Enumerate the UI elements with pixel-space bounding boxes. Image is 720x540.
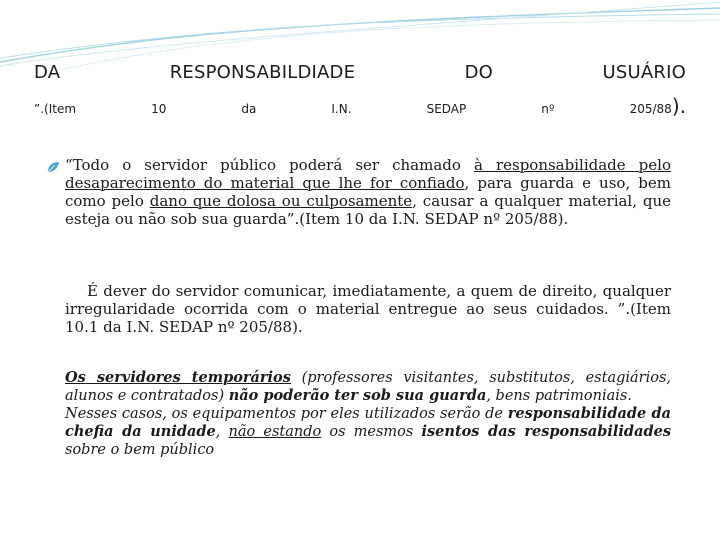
- title-word: RESPONSABILDIADE: [169, 62, 356, 83]
- text-run: , para guarda e uso, bem como pelo: [65, 174, 671, 210]
- text-run: , bens patrimoniais.: [486, 388, 632, 404]
- bold-text: não poderão ter sob sua guarda: [228, 387, 487, 404]
- subtitle-word: ”.(Item: [34, 102, 77, 116]
- text-run: sobre o bem público: [65, 442, 215, 458]
- text-run: ,: [215, 424, 229, 440]
- slide-title-row: [34, 62, 686, 83]
- subtitle-closing: ).: [671, 94, 686, 118]
- underlined-text: dano que dolosa ou culposamente: [149, 192, 413, 210]
- subtitle-word: nº: [541, 102, 555, 116]
- text-run: , causar a qualquer material, que esteja ou não sob sua guarda”.(Item 10 da I.N. SEDAP nº 205/88).: [65, 192, 671, 228]
- text-run: (professores visitantes, substitutos, estagiários, alunos e contratados): [65, 370, 671, 404]
- leaf-bullet-icon: [46, 160, 60, 174]
- bold-text: isentos das responsabilidades: [421, 423, 671, 440]
- underlined-bold-text: Os servidores temporários: [65, 369, 291, 386]
- title-word: DA: [34, 62, 61, 83]
- subtitle-word: SEDAP: [426, 102, 467, 116]
- bold-text: responsabilidade da chefia da unidade: [65, 405, 671, 440]
- subtitle-word: I.N.: [331, 102, 352, 116]
- slide-subtitle-row: [34, 94, 686, 118]
- title-word: DO: [464, 62, 494, 83]
- underlined-text: à responsabilidade pelo desaparecimento do material que lhe for confiado: [65, 156, 671, 192]
- paragraph-responsibility: [65, 156, 671, 228]
- title-word: USUÁRIO: [602, 62, 686, 83]
- subtitle-word: 205/88: [629, 102, 672, 116]
- paragraph-temporary-staff: [65, 369, 671, 459]
- subtitle-word: 10: [151, 102, 167, 116]
- text-run: os mesmos: [321, 424, 422, 440]
- text-run: Nesses casos, os equipamentos por eles utilizados serão de: [65, 406, 508, 422]
- underlined-text: não estando: [228, 424, 322, 440]
- subtitle-word: da: [241, 102, 257, 116]
- paragraph-duty: É dever do servidor comunicar, imediatamente, a quem de direito, qualquer irregularidade ocorrida com o material entregue ao seus cuidados. ”.(Item 10.1 da I.N. SEDAP nº 205/88).: [65, 282, 671, 336]
- text-run: “Todo o servidor público poderá ser chamado: [65, 156, 474, 174]
- decorative-wave-lines: [0, 0, 720, 70]
- subtitle-end: [630, 94, 686, 118]
